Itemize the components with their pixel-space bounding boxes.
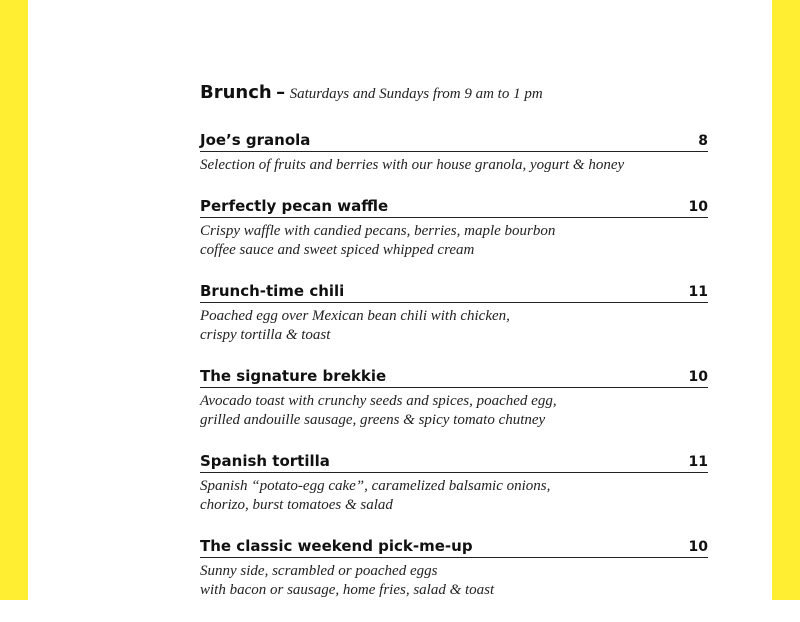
menu-item [200,367,708,430]
menu-item-description [200,307,708,345]
description-line: chorizo, burst tomatoes & salad [200,497,393,513]
menu-item-description [200,477,708,515]
menu-item-price: 8 [698,133,708,149]
menu-header [200,82,708,103]
menu-item [200,197,708,260]
description-line: Crispy waffle with candied pecans, berries, maple bourbon [200,223,556,239]
menu-subtitle: Saturdays and Sundays from 9 am to 1 pm [289,86,543,102]
menu-item-name: Perfectly pecan waffle [200,197,389,215]
menu-item-name: The signature brekkie [200,367,387,385]
menu-title: Brunch [200,82,272,103]
menu-item [200,452,708,515]
menu-item-name: The classic weekend pick-me-up [200,537,473,555]
menu-item-description [200,156,708,175]
menu-item-name: Brunch-time chili [200,282,345,300]
menu-item [200,131,708,175]
header-dash: – [276,82,286,103]
menu-item-price: 11 [688,454,708,470]
left-yellow-border [0,0,28,600]
description-line: Selection of fruits and berries with our house granola, yogurt & honey [200,157,625,173]
menu-item [200,282,708,345]
menu-item-description [200,392,708,430]
brunch-menu [200,82,708,622]
menu-item-header [200,367,708,388]
description-line: Sunny side, scrambled or poached eggs [200,563,438,579]
menu-item-price: 10 [688,369,708,385]
description-line: coffee sauce and sweet spiced whipped cream [200,242,475,258]
menu-item-name: Joe’s granola [200,131,311,149]
menu-item [200,537,708,600]
description-line: Avocado toast with crunchy seeds and spices, poached egg, [200,393,557,409]
menu-item-description [200,222,708,260]
description-line: Spanish “potato-egg cake”, caramelized balsamic onions, [200,478,551,494]
menu-item-price: 10 [688,199,708,215]
menu-item-header [200,282,708,303]
menu-item-header [200,452,708,473]
description-line: crispy tortilla & toast [200,327,331,343]
menu-item-price: 10 [688,539,708,555]
menu-item-header [200,537,708,558]
menu-item-name: Spanish tortilla [200,452,330,470]
menu-item-price: 11 [688,284,708,300]
menu-item-header [200,131,708,152]
right-yellow-border [772,0,800,600]
description-line: Poached egg over Mexican bean chili with chicken, [200,308,510,324]
menu-item-description [200,562,708,600]
menu-item-header [200,197,708,218]
description-line: grilled andouille sausage, greens & spicy tomato chutney [200,412,546,428]
description-line: with bacon or sausage, home fries, salad & toast [200,582,495,598]
